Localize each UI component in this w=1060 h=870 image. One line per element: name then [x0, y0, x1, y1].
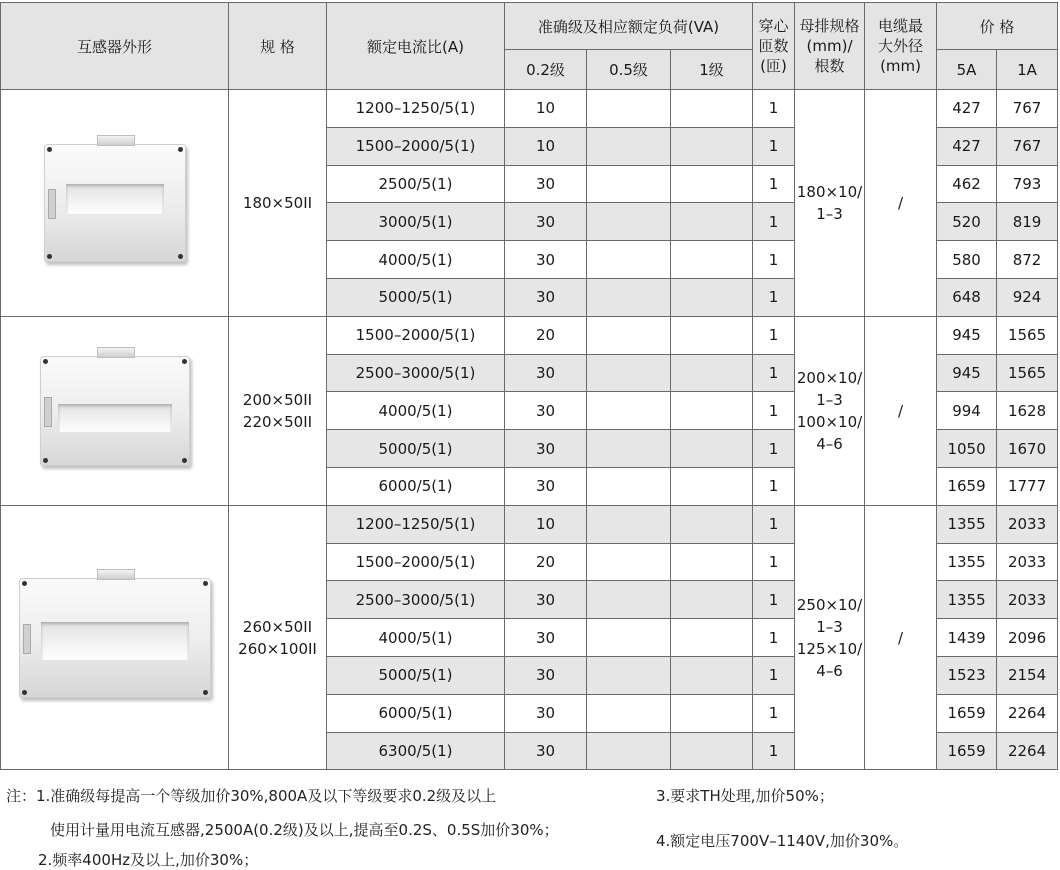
appearance-cell	[1, 316, 229, 505]
table-row	[1, 316, 1058, 354]
acc-05-cell	[587, 505, 671, 543]
turns-cell: 1	[753, 127, 795, 165]
acc-1-cell	[671, 165, 753, 203]
cable-cell: /	[865, 505, 937, 770]
price-1a-cell: 2033	[997, 505, 1058, 543]
price-5a-cell: 1355	[937, 543, 997, 581]
acc-05-cell	[587, 619, 671, 657]
acc-02-cell: 20	[505, 543, 587, 581]
spec-line: 260×100II	[238, 639, 317, 658]
turns-cell: 1	[753, 467, 795, 505]
price-1a-cell: 1565	[997, 316, 1058, 354]
acc-02-cell: 30	[505, 732, 587, 770]
price-1a-cell: 2154	[997, 656, 1058, 694]
header-cable	[865, 3, 937, 90]
acc-1-cell	[671, 203, 753, 241]
header-cable-line2: 大外径	[878, 37, 924, 55]
price-5a-cell: 462	[937, 165, 997, 203]
screw	[178, 147, 183, 152]
header-busbar-line2: (mm)/	[806, 37, 853, 55]
acc-02-cell: 10	[505, 127, 587, 165]
price-1a-cell: 2033	[997, 543, 1058, 581]
appearance-cell	[1, 90, 229, 317]
screw	[182, 458, 187, 463]
turns-cell: 1	[753, 241, 795, 279]
spec-cell	[229, 90, 327, 317]
acc-02-cell: 30	[505, 203, 587, 241]
acc-02-cell: 10	[505, 90, 587, 128]
header-spec: 规 格	[229, 3, 327, 90]
terminal-block	[97, 347, 135, 358]
note-2: 2.频率400Hz及以上,加价30%；	[38, 851, 259, 869]
acc-1-cell	[671, 127, 753, 165]
ratio-cell: 6000/5(1)	[327, 467, 505, 505]
spec-line: 180×50II	[242, 193, 313, 212]
ct-spec-table	[0, 2, 1058, 770]
ratio-cell: 2500–3000/5(1)	[327, 354, 505, 392]
spec-line: 200×50II	[242, 390, 313, 409]
turns-cell: 1	[753, 430, 795, 468]
price-5a-cell: 1659	[937, 694, 997, 732]
acc-1-cell	[671, 694, 753, 732]
price-5a-cell: 1050	[937, 430, 997, 468]
acc-1-cell	[671, 467, 753, 505]
header-appearance: 互感器外形	[1, 3, 229, 90]
turns-cell: 1	[753, 354, 795, 392]
acc-05-cell	[587, 127, 671, 165]
price-5a-cell: 1355	[937, 505, 997, 543]
busbar-line: 1–3	[816, 390, 843, 409]
price-5a-cell: 1659	[937, 467, 997, 505]
turns-cell: 1	[753, 90, 795, 128]
screw	[43, 458, 48, 463]
busbar-cell	[795, 505, 865, 770]
spec-line: 220×50II	[242, 412, 313, 431]
price-1a-cell: 819	[997, 203, 1058, 241]
price-5a-cell: 520	[937, 203, 997, 241]
acc-1-cell	[671, 619, 753, 657]
turns-cell: 1	[753, 656, 795, 694]
price-1a-cell: 2264	[997, 732, 1058, 770]
acc-1-cell	[671, 732, 753, 770]
header-busbar-line1: 母排规格	[799, 17, 860, 35]
acc-1-cell	[671, 90, 753, 128]
header-price-5a: 5A	[937, 50, 997, 90]
ratio-cell: 2500–3000/5(1)	[327, 581, 505, 619]
price-1a-cell: 872	[997, 241, 1058, 279]
cable-cell: /	[865, 90, 937, 317]
acc-02-cell: 30	[505, 241, 587, 279]
price-1a-cell: 793	[997, 165, 1058, 203]
price-5a-cell: 945	[937, 316, 997, 354]
ratio-cell: 4000/5(1)	[327, 241, 505, 279]
ratio-cell: 5000/5(1)	[327, 656, 505, 694]
header-acc-02: 0.2级	[505, 50, 587, 90]
acc-02-cell: 30	[505, 656, 587, 694]
busbar-cell	[795, 90, 865, 317]
turns-cell: 1	[753, 392, 795, 430]
header-turns	[753, 3, 795, 90]
acc-05-cell	[587, 316, 671, 354]
ratio-cell: 1500–2000/5(1)	[327, 316, 505, 354]
acc-1-cell	[671, 354, 753, 392]
header-turns-line2: 匝数	[758, 37, 789, 55]
busbar-line: 200×10/	[796, 368, 863, 387]
busbar-line: 180×10/	[796, 182, 863, 201]
transformer-photo	[44, 144, 186, 262]
header-acc-05: 0.5级	[587, 50, 671, 90]
busbar-window	[41, 622, 189, 660]
price-1a-cell: 2096	[997, 619, 1058, 657]
busbar-line: 1–3	[816, 204, 843, 223]
header-price: 价 格	[937, 3, 1058, 50]
price-1a-cell: 767	[997, 127, 1058, 165]
terminal-block	[97, 135, 135, 146]
turns-cell: 1	[753, 203, 795, 241]
price-5a-cell: 945	[937, 354, 997, 392]
turns-cell: 1	[753, 316, 795, 354]
acc-02-cell: 30	[505, 581, 587, 619]
screw	[22, 581, 27, 586]
acc-05-cell	[587, 656, 671, 694]
price-1a-cell: 1777	[997, 467, 1058, 505]
busbar-line: 4–6	[816, 661, 843, 680]
acc-02-cell: 30	[505, 392, 587, 430]
price-5a-cell: 1523	[937, 656, 997, 694]
screw	[47, 254, 52, 259]
acc-05-cell	[587, 90, 671, 128]
acc-02-cell: 30	[505, 278, 587, 316]
spec-cell	[229, 316, 327, 505]
table-row	[1, 90, 1058, 128]
acc-05-cell	[587, 694, 671, 732]
acc-02-cell: 30	[505, 430, 587, 468]
busbar-line: 125×10/	[796, 639, 863, 658]
price-5a-cell: 648	[937, 278, 997, 316]
turns-cell: 1	[753, 694, 795, 732]
spec-line: 260×50II	[242, 617, 313, 636]
ratio-cell: 1500–2000/5(1)	[327, 127, 505, 165]
nameplate	[48, 189, 56, 219]
note-4: 4.额定电压700V–1140V,加价30%。	[656, 832, 909, 850]
acc-05-cell	[587, 467, 671, 505]
acc-05-cell	[587, 543, 671, 581]
screw	[182, 359, 187, 364]
acc-05-cell	[587, 241, 671, 279]
price-5a-cell: 1439	[937, 619, 997, 657]
note-3: 3.要求TH处理,加价50%；	[656, 787, 834, 805]
price-5a-cell: 427	[937, 90, 997, 128]
table-header	[1, 3, 1058, 90]
ratio-cell: 4000/5(1)	[327, 392, 505, 430]
appearance-cell	[1, 505, 229, 770]
note-1a: 注：1.准确级每提高一个等级加价30%,800A及以下等级要求0.2级及以上	[6, 787, 497, 805]
acc-1-cell	[671, 392, 753, 430]
transformer-photo	[19, 578, 211, 698]
acc-05-cell	[587, 430, 671, 468]
acc-05-cell	[587, 165, 671, 203]
acc-02-cell: 30	[505, 694, 587, 732]
acc-1-cell	[671, 505, 753, 543]
busbar-window	[58, 404, 172, 432]
acc-05-cell	[587, 203, 671, 241]
price-1a-cell: 767	[997, 90, 1058, 128]
price-5a-cell: 580	[937, 241, 997, 279]
busbar-line: 100×10/	[796, 412, 863, 431]
ratio-cell: 1500–2000/5(1)	[327, 543, 505, 581]
terminal-block	[97, 569, 135, 580]
ratio-cell: 3000/5(1)	[327, 203, 505, 241]
acc-1-cell	[671, 430, 753, 468]
price-5a-cell: 427	[937, 127, 997, 165]
acc-02-cell: 30	[505, 354, 587, 392]
header-cable-line1: 电缆最	[878, 17, 924, 35]
acc-1-cell	[671, 543, 753, 581]
turns-cell: 1	[753, 543, 795, 581]
header-price-1a: 1A	[997, 50, 1058, 90]
busbar-cell	[795, 316, 865, 505]
price-1a-cell: 1670	[997, 430, 1058, 468]
acc-05-cell	[587, 581, 671, 619]
price-5a-cell: 1355	[937, 581, 997, 619]
turns-cell: 1	[753, 165, 795, 203]
screw	[22, 690, 27, 695]
screw	[47, 147, 52, 152]
table-body	[1, 90, 1058, 770]
acc-05-cell	[587, 278, 671, 316]
busbar-line: 250×10/	[796, 595, 863, 614]
note-1b: 使用计量用电流互感器,2500A(0.2级)及以上,提高至0.2S、0.5S加价30%；	[50, 821, 559, 839]
price-1a-cell: 1628	[997, 392, 1058, 430]
acc-02-cell: 30	[505, 619, 587, 657]
acc-02-cell: 30	[505, 467, 587, 505]
busbar-line: 1–3	[816, 617, 843, 636]
busbar-line: 4–6	[816, 434, 843, 453]
acc-1-cell	[671, 278, 753, 316]
turns-cell: 1	[753, 278, 795, 316]
price-1a-cell: 2033	[997, 581, 1058, 619]
price-1a-cell: 924	[997, 278, 1058, 316]
turns-cell: 1	[753, 581, 795, 619]
header-accuracy-group: 准确级及相应额定负荷(VA)	[505, 3, 753, 50]
acc-1-cell	[671, 656, 753, 694]
busbar-window	[66, 184, 164, 214]
screw	[203, 581, 208, 586]
header-cable-line3: (mm)	[880, 57, 921, 75]
header-acc-1: 1级	[671, 50, 753, 90]
ratio-cell: 4000/5(1)	[327, 619, 505, 657]
table-row	[1, 505, 1058, 543]
cable-cell: /	[865, 316, 937, 505]
header-busbar	[795, 3, 865, 90]
screw	[203, 690, 208, 695]
acc-02-cell: 30	[505, 165, 587, 203]
ratio-cell: 6300/5(1)	[327, 732, 505, 770]
acc-02-cell: 10	[505, 505, 587, 543]
ratio-cell: 1200–1250/5(1)	[327, 505, 505, 543]
header-ratio: 额定电流比(A)	[327, 3, 505, 90]
price-1a-cell: 2264	[997, 694, 1058, 732]
acc-02-cell: 20	[505, 316, 587, 354]
acc-1-cell	[671, 316, 753, 354]
nameplate	[23, 624, 31, 654]
turns-cell: 1	[753, 619, 795, 657]
ratio-cell: 5000/5(1)	[327, 278, 505, 316]
ratio-cell: 1200–1250/5(1)	[327, 90, 505, 128]
acc-05-cell	[587, 354, 671, 392]
price-1a-cell: 1565	[997, 354, 1058, 392]
screw	[178, 254, 183, 259]
acc-05-cell	[587, 732, 671, 770]
transformer-photo	[40, 356, 190, 466]
header-turns-line1: 穿心	[758, 17, 789, 35]
nameplate	[44, 397, 52, 427]
acc-1-cell	[671, 581, 753, 619]
price-5a-cell: 1659	[937, 732, 997, 770]
acc-05-cell	[587, 392, 671, 430]
turns-cell: 1	[753, 505, 795, 543]
screw	[43, 359, 48, 364]
turns-cell: 1	[753, 732, 795, 770]
price-5a-cell: 994	[937, 392, 997, 430]
spec-cell	[229, 505, 327, 770]
ratio-cell: 6000/5(1)	[327, 694, 505, 732]
ratio-cell: 2500/5(1)	[327, 165, 505, 203]
ratio-cell: 5000/5(1)	[327, 430, 505, 468]
acc-1-cell	[671, 241, 753, 279]
header-turns-line3: (匝)	[760, 57, 787, 75]
header-busbar-line3: 根数	[814, 57, 845, 75]
